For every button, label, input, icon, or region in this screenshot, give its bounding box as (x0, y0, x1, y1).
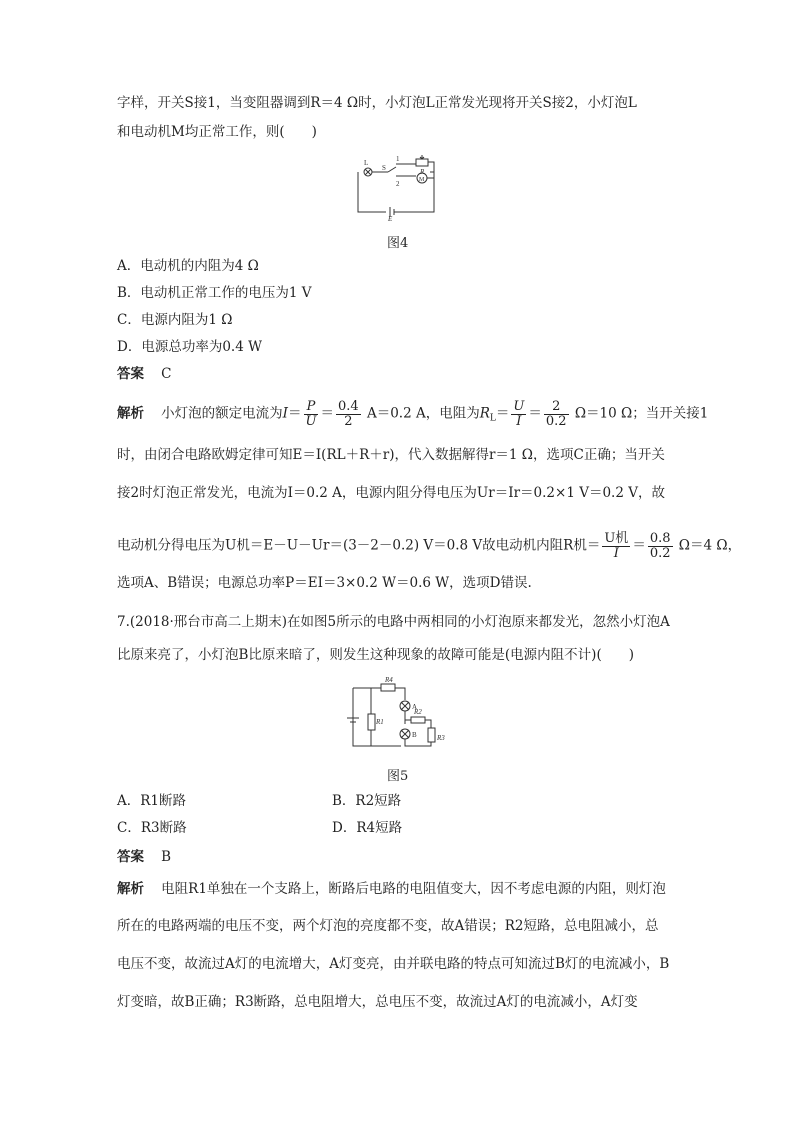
q7-analysis-line-3: 电压不变，故流过A灯的电流增大，A灯变亮，由并联电路的特点可知流过B灯的电流减小，B (117, 956, 670, 972)
q6-analysis-line-4 (117, 532, 741, 560)
figure-5-caption: 图5 (387, 769, 409, 784)
fig5-label-A: A (412, 703, 418, 711)
q6-a1-eq3: ＝ (495, 405, 510, 422)
q6-a1-eq2: ＝ (320, 405, 334, 422)
q6-a4-p1: 电动机分得电压为U机＝E－U－Ur＝(3－2－0.2) V＝0.8 V故电动机内阻R机＝ (117, 537, 601, 554)
q6-frac-04-over-2 (336, 400, 361, 428)
figure-5-circuit (343, 676, 453, 756)
q7-analysis-line-4: 灯变暗，故B正确；R3断路，总电阻增大，总电压不变，故流过A灯的电流减小，A灯变 (117, 994, 638, 1010)
q6-a1-p3: Ω＝10 Ω；当开关接1 (574, 405, 709, 422)
q6-answer-label: 答案 (117, 366, 144, 382)
q6-a1-p1: 小灯泡的额定电流为 (161, 405, 283, 422)
q7-option-b: B．R2短路 (332, 793, 402, 809)
q6-answer (117, 368, 172, 382)
q6-a1-RL: R (479, 405, 490, 422)
q7-analysis-label: 解析 (117, 881, 144, 897)
q6-option-d: D．电源总功率为0.4 W (117, 339, 262, 355)
q6-a1-n2: 2 (544, 400, 569, 415)
q6-frac-p-over-u (304, 400, 319, 428)
q6-a1-I: I (282, 405, 289, 422)
fig4-label-2: 2 (396, 180, 400, 188)
q6-a4-eq: ＝ (632, 537, 646, 554)
q7-answer (117, 851, 171, 865)
fig5-label-R2: R2 (414, 708, 422, 716)
q7-option-a: A．R1断路 (117, 793, 187, 809)
q6-analysis-line-2: 时，由闭合电路欧姆定律可知E＝I(RL＋R＋r)，代入数据解得r＝1 Ω，选项C正确；当开关 (117, 447, 665, 463)
fig4-label-L: L (364, 159, 369, 167)
q6-a1-p2: A＝0.2 A，电阻为 (366, 405, 480, 422)
fig5-label-R1: R1 (376, 718, 384, 726)
q6-a1-U: U (305, 413, 317, 429)
q6-a1-U2: U (513, 399, 525, 414)
q6-analysis-label: 解析 (117, 405, 144, 422)
fig4-label-S: S (382, 164, 386, 172)
intro-line-1: 字样，开关S接1，当变阻器调到R＝4 Ω时，小灯泡L正常发光现将开关S接2，小灯泡L (117, 95, 637, 111)
fig4-label-R: R (420, 168, 425, 176)
q7-answer-label: 答案 (117, 849, 144, 865)
q6-a1-P: P (306, 399, 316, 414)
fig4-label-M: M (419, 177, 425, 183)
q6-frac-u-over-i-2 (602, 532, 630, 560)
intro-line-2: 和电动机M均正常工作，则( ) (117, 124, 317, 140)
q6-option-b: B．电动机正常工作的电压为1 V (117, 285, 312, 301)
q7-analysis-line-1 (117, 883, 666, 897)
q6-a1-d02: 0.2 (545, 413, 567, 429)
q6-a1-eq: ＝ (288, 405, 302, 422)
q6-a1-Lsub: L (489, 413, 496, 424)
q7-answer-value: B (161, 849, 172, 865)
q6-frac-08-over-02 (648, 532, 673, 560)
q7-stem-line-2: 比原来亮了，小灯泡B比原来暗了，则发生这种现象的故障可能是(电源内阻不计)( ) (117, 647, 634, 663)
q7-a1: 电阻R1单独在一个支路上，断路后电路的电阻值变大，因不考虑电源的内阻，则灯泡 (161, 881, 666, 897)
q6-a1-d2: 2 (344, 413, 353, 429)
q6-frac-u-over-i (511, 400, 526, 428)
q6-answer-value: C (161, 366, 172, 382)
q6-analysis-line-1 (117, 400, 708, 428)
q6-a4-p2: Ω＝4 Ω， (678, 537, 742, 554)
q6-frac-2-over-02 (544, 400, 569, 428)
fig5-label-R3: R3 (437, 734, 445, 742)
fig5-label-R4: R4 (385, 676, 393, 684)
fig4-label-E: E (388, 215, 393, 222)
fig5-label-B: B (412, 731, 417, 739)
q6-a4-num: U机 (604, 531, 629, 546)
q7-analysis-line-2: 所在的电路两端的电压不变，两个灯泡的亮度都不变，故A错误；R2短路，总电阻减小，总 (117, 918, 659, 934)
q6-option-a: A．电动机的内阻为4 Ω (117, 258, 259, 274)
figure-4-caption: 图4 (387, 236, 409, 251)
fig4-label-1: 1 (396, 155, 400, 163)
q6-a4-n08: 0.8 (649, 531, 671, 546)
q6-a1-n04: 0.4 (337, 399, 359, 414)
q6-a1-I2: I (516, 413, 522, 429)
q6-a4-d02: 0.2 (649, 545, 671, 561)
q6-a4-den: I (613, 545, 619, 561)
figure-4-circuit (352, 152, 452, 222)
q7-option-c: C．R3断路 (117, 820, 187, 836)
q6-a1-eq4: ＝ (528, 405, 542, 422)
q7-stem-line-1: 7.(2018·邢台市高二上期末)在如图5所示的电路中两相同的小灯泡原来都发光，忽然小灯泡A (117, 614, 670, 630)
q6-analysis-line-3: 接2时灯泡正常发光，电流为I＝0.2 A，电源内阻分得电压为Ur＝Ir＝0.2×1 V＝0.2 V，故 (117, 485, 665, 501)
q6-analysis-line-5: 选项A、B错误；电源总功率P＝EI＝3×0.2 W＝0.6 W，选项D错误. (117, 575, 532, 591)
q6-option-c: C．电源内阻为1 Ω (117, 312, 233, 328)
q7-option-d: D．R4短路 (332, 820, 403, 836)
